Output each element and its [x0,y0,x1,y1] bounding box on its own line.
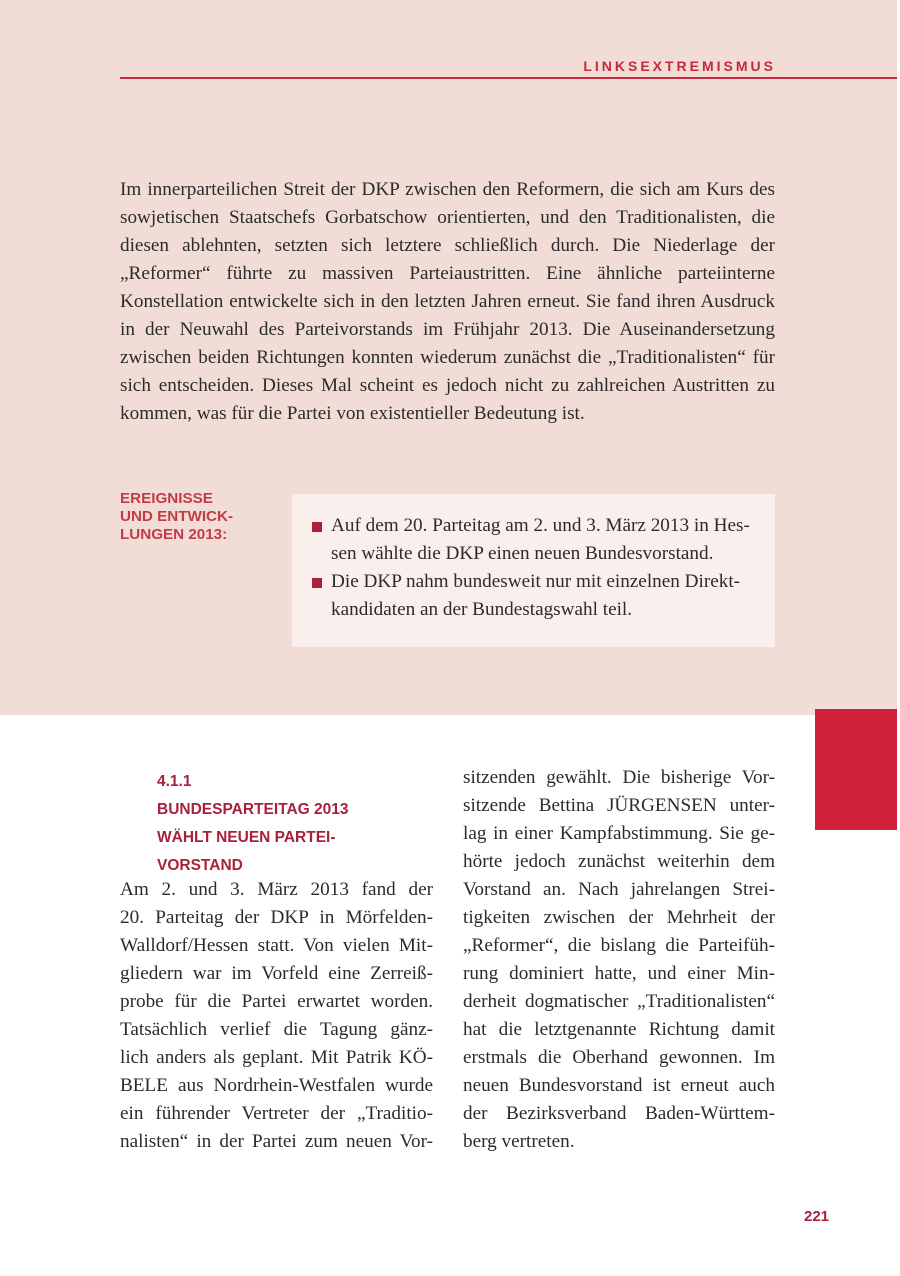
events-list-item [312,512,755,568]
body-line: hat die letztgenannte Richtung damit [463,1019,775,1040]
body-line: berg vertreten. [463,1131,575,1152]
body-line: sitzende Bettina JÜRGENSEN unter- [463,795,775,816]
body-line: rung dominiert hatte, und einer Min- [463,963,775,984]
section-title-line: BUNDESPARTEITAG 2013 [157,801,349,818]
body-line: gliedern war im Vorfeld eine Zerreiß- [120,963,433,984]
section-header-title: LINKSEXTREMISMUS [583,58,776,74]
events-list [312,512,755,624]
square-bullet-icon [312,522,322,532]
body-line: probe für die Partei erwartet worden. [120,991,433,1012]
events-item-line: sen wählte die DKP einen neuen Bundesvorstand. [331,543,714,564]
intro-paragraph: Im innerparteilichen Streit der DKP zwischen den Reformern, die sich am Kurs des sowjetischen Staatschefs Gorbatschow orientierten, und den Traditionalisten, die diesen ablehnten, setzten sich letztere schließlich durch. Die Niederlage der „Reformer“ führte zu massiven Parteiaustritten. Eine ähnliche parteiinterne Konstellation entwickelte sich in den letzten Jahren erneut. Sie fand ihren Ausdruck in der Neuwahl des Parteivorstands im Frühjahr 2013. Die Auseinandersetzung zwischen beiden Richtungen konnten wiederum zunächst die „Traditionalisten“ für sich entscheiden. Dieses Mal scheint es jedoch nicht zu zahlreichen Austritten zu kommen, was für die Partei von existentieller Bedeutung ist. [120,179,775,424]
section-number: 4.1.1 [157,773,192,790]
body-line: ein führender Vertreter der „Traditio- [120,1103,433,1124]
events-label-line: LUNGEN 2013: [120,526,228,543]
section-title-line: VORSTAND [157,857,243,874]
section-title-line: WÄHLT NEUEN PARTEI- [157,829,336,846]
body-line: „Reformer“, die bislang die Parteifüh- [463,935,775,956]
body-line: Am 2. und 3. März 2013 fand der [120,879,433,900]
body-line: Walldorf/Hessen statt. Von vielen Mit- [120,935,433,956]
body-line: Tatsächlich verlief die Tagung gänz- [120,1019,433,1040]
square-bullet-icon [312,578,322,588]
body-line: sitzenden gewählt. Die bisherige Vor- [463,767,775,788]
header-rule [120,77,897,79]
body-line: derheit dogmatischer „Traditionalisten“ [463,991,775,1012]
events-item-line: kandidaten an der Bundestagswahl teil. [331,599,633,620]
body-line: erstmals die Oberhand gewonnen. Im [463,1047,775,1068]
body-line: tigkeiten zwischen der Mehrheit der [463,907,775,928]
events-list-item [312,568,755,624]
body-line: der Bezirksverband Baden-Württem- [463,1103,775,1124]
body-line: lich anders als geplant. Mit Patrik KÖ- [120,1047,433,1068]
events-label-line: UND ENTWICK- [120,508,234,525]
events-label [120,490,280,544]
body-line: Vorstand an. Nach jahrelangen Strei- [463,879,775,900]
body-column-right [463,764,775,1156]
events-label-line: EREIGNISSE [120,490,213,507]
chapter-side-tab [815,709,897,830]
page-number: 221 [804,1208,830,1225]
body-line: neuen Bundesvorstand ist erneut auch [463,1075,775,1096]
events-item-line: Auf dem 20. Parteitag am 2. und 3. März 2013 in Hes- [331,515,750,536]
body-column-left [120,876,433,1156]
body-line: nalisten“ in der Partei zum neuen Vor- [120,1131,433,1152]
body-line: lag in einer Kampfabstimmung. Sie ge- [463,823,775,844]
body-line: BELE aus Nordrhein-Westfalen wurde [120,1075,433,1096]
body-line: 20. Parteitag der DKP in Mörfelden- [120,907,433,928]
section-heading [157,768,349,880]
body-line: hörte jedoch zunächst weiterhin dem [463,851,775,872]
events-item-line: Die DKP nahm bundesweit nur mit einzelnen Direkt- [331,571,741,592]
events-box [292,494,775,647]
